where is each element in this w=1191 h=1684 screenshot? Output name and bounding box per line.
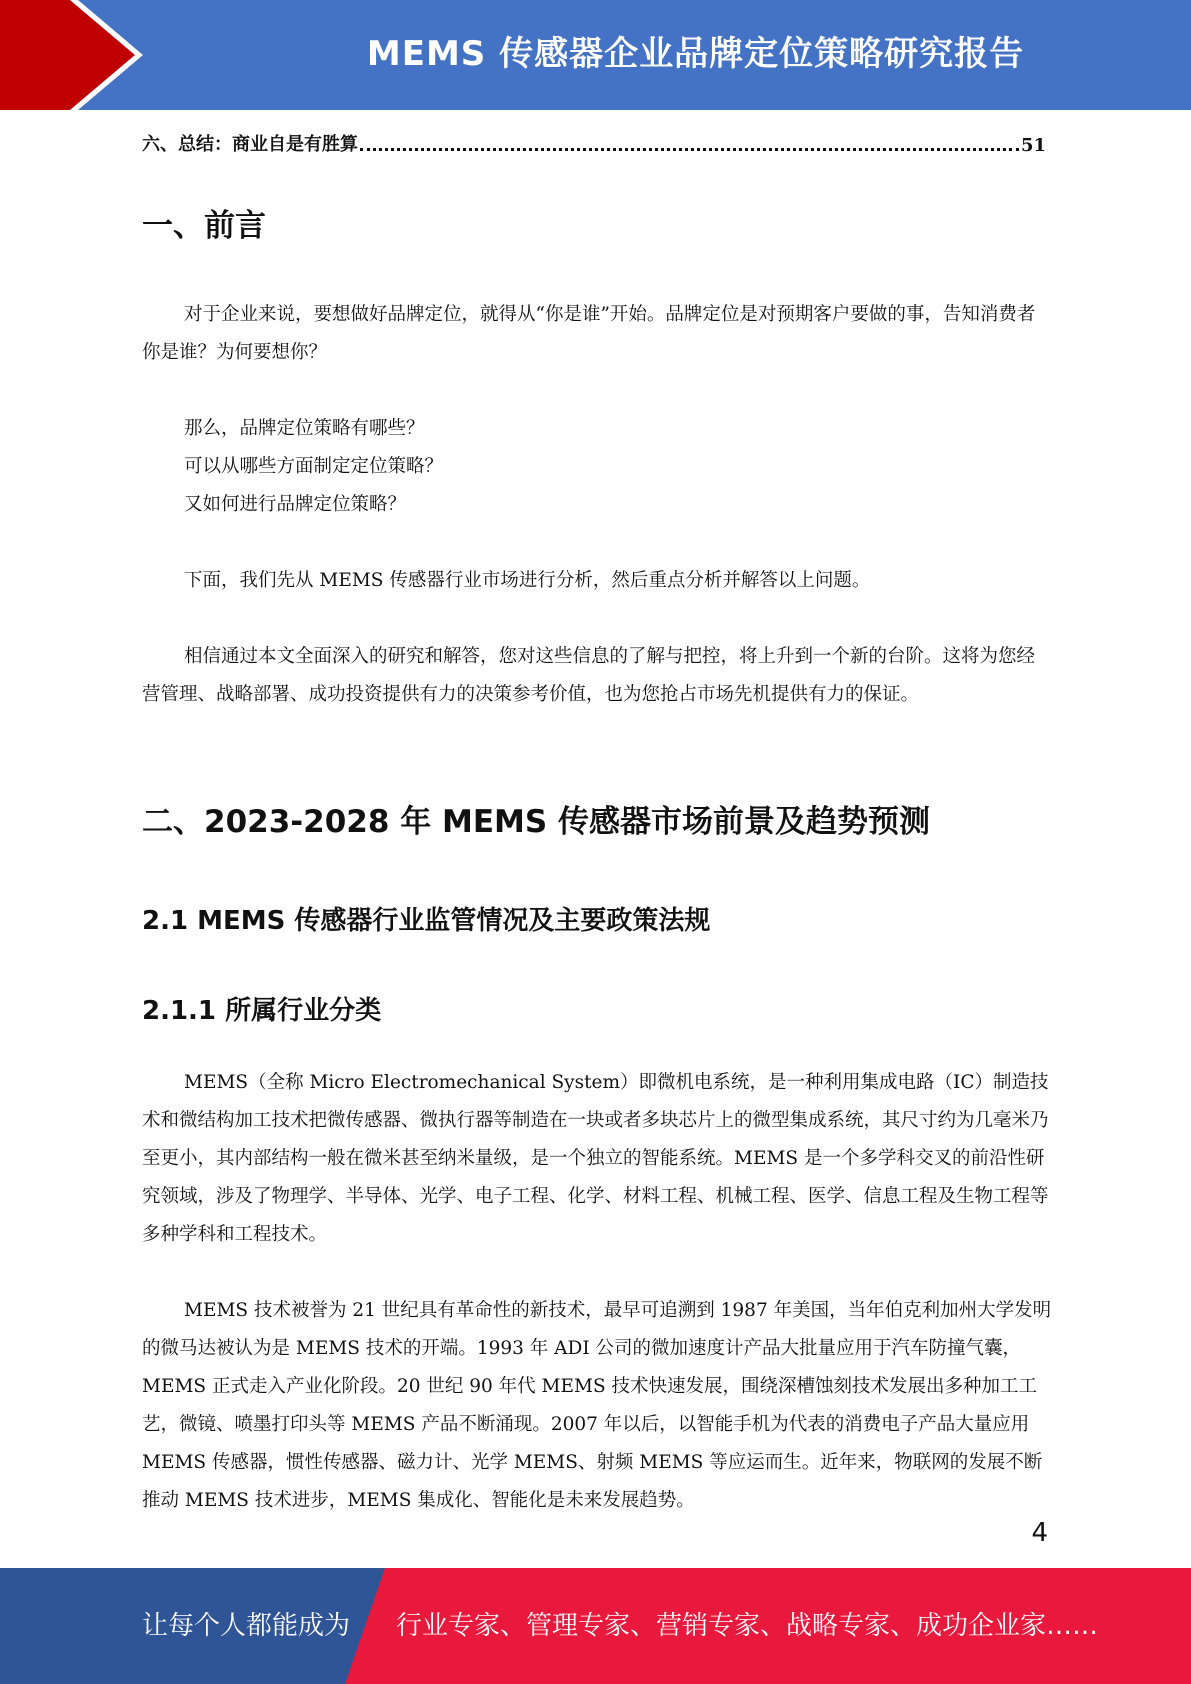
subsection-heading-2-1-1: 2.1.1 所属行业分类 xyxy=(142,996,382,1026)
footer-slogan-left: 让每个人都能成为 xyxy=(142,1611,351,1641)
paragraph-value: 相信通过本文全面深入的研究和解答，您对这些信息的了解与把控，将上升到一个新的台阶。这将为您经营管理、战略部署、成功投资提供有力的决策参考价值，也为您抢占市场先机提供有力的保证。 xyxy=(142,646,1036,705)
subsection-heading-2-1: 2.1 MEMS 传感器行业监管情况及主要政策法规 xyxy=(142,906,711,936)
paragraph-mems-history: MEMS 技术被誉为 21 世纪具有革命性的新技术，最早可追溯到 1987 年美国，当年伯克利加州大学发明的微马达被认为是 MEMS 技术的开端。1993 年 ADI 公司的微加速度计产品大批量应用于汽车防撞气囊，MEMS 正式走入产业化阶段。20 世纪 90 年代 MEMS 技术快速发展，围绕深槽蚀刻技术发展出多种加工工艺，微镜、喷墨打印头等 MEMS 产品不断涌现。2007 年以后，以智能手机为代表的消费电子产品大量应用 MEMS 传感器，惯性传感器、磁力计、光学 MEMS、射频 MEMS 等应运而生。近年来，物联网的发展不断推动 MEMS 技术进步，MEMS 集成化、智能化是未来发展趋势。 xyxy=(142,1300,1052,1511)
header-banner xyxy=(0,0,1191,110)
paragraph-mems-definition: MEMS（全称 Micro Electromechanical System）即微机电系统，是一种利用集成电路（IC）制造技术和微结构加工技术把微传感器、微执行器等制造在一块或者多块芯片上的微型集成系统，其尺寸约为几毫米乃至更小，其内部结构一般在微米甚至纳米量级，是一个独立的智能系统。MEMS 是一个多学科交叉的前沿性研究领域，涉及了物理学、半导体、光学、电子工程、化学、材料工程、机械工程、医学、信息工程及生物工程等多种学科和工程技术。 xyxy=(142,1072,1049,1245)
section-heading-preface: 一、前言 xyxy=(142,208,266,244)
report-title: MEMS 传感器企业品牌定位策略研究报告 xyxy=(366,34,1025,74)
toc-entry[interactable] xyxy=(142,130,1046,156)
toc-dot-leader xyxy=(360,148,1019,151)
paragraph-intro: 对于企业来说，要想做好品牌定位，就得从“你是谁”开始。品牌定位是对预期客户要做的事，告知消费者你是谁？为何要想你？ xyxy=(142,304,1036,363)
section-heading-market: 二、2023-2028 年 MEMS 传感器市场前景及趋势预测 xyxy=(142,804,931,840)
red-chevron-decoration xyxy=(0,0,160,110)
footer-banner xyxy=(0,1568,1191,1684)
paragraph-analysis: 下面，我们先从 MEMS 传感器行业市场进行分析，然后重点分析并解答以上问题。 xyxy=(184,570,871,591)
footer-slogan-right: 行业专家、管理专家、营销专家、战略专家、成功企业家…… xyxy=(396,1611,1099,1641)
question-2: 可以从哪些方面制定定位策略？ xyxy=(184,456,444,477)
toc-entry-page: 51 xyxy=(1020,135,1046,156)
question-1: 那么，品牌定位策略有哪些？ xyxy=(184,418,425,439)
toc-entry-label: 六、总结：商业自是有胜算 xyxy=(142,134,358,155)
question-3: 又如何进行品牌定位策略？ xyxy=(184,494,407,515)
page-number: 4 xyxy=(1031,1518,1048,1548)
